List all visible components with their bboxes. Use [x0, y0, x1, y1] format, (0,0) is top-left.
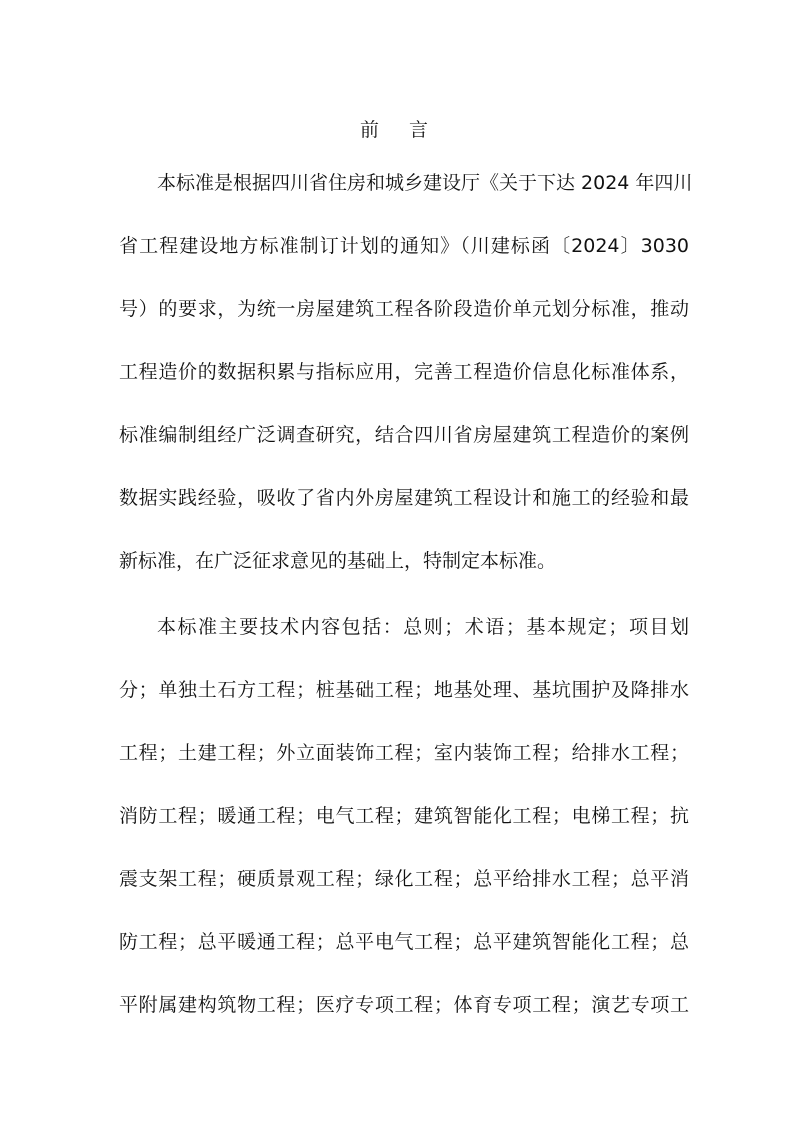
page-title: 前 言: [359, 119, 441, 141]
text-line: 号）的要求，为统一房屋建筑工程各阶段造价单元划分标准，推动: [119, 298, 689, 320]
paragraph-2: [119, 596, 689, 1037]
text-line: 工程；土建工程；外立面装饰工程；室内装饰工程；给排水工程；: [119, 742, 689, 764]
text-line: 工程造价的数据积累与指标应用，完善工程造价信息化标准体系，: [119, 361, 689, 383]
text-line: 震支架工程；硬质景观工程；绿化工程；总平给排水工程；总平消: [119, 868, 689, 890]
text-line: 新标准，在广泛征求意见的基础上，特制定本标准。: [119, 550, 557, 572]
text-line: 平附属建构筑物工程；医疗专项工程；体育专项工程；演艺专项工: [119, 994, 689, 1016]
paragraph-1: [119, 152, 693, 593]
text-line: 分；单独土石方工程；桩基础工程；地基处理、基坑围护及降排水: [119, 679, 689, 701]
text-line: 本标准主要技术内容包括：总则；术语；基本规定；项目划: [157, 616, 689, 638]
text-line: 防工程；总平暖通工程；总平电气工程；总平建筑智能化工程；总: [119, 931, 689, 953]
text-line: 消防工程；暖通工程；电气工程；建筑智能化工程；电梯工程；抗: [119, 805, 689, 827]
text-line: 省工程建设地方标准制订计划的通知》（川建标函〔2024〕3030: [119, 235, 689, 257]
text-line: 本标准是根据四川省住房和城乡建设厅《关于下达 2024 年四川: [157, 172, 693, 194]
text-line: 数据实践经验，吸收了省内外房屋建筑工程设计和施工的经验和最: [119, 487, 689, 509]
text-line: 标准编制组经广泛调查研究，结合四川省房屋建筑工程造价的案例: [119, 424, 689, 446]
